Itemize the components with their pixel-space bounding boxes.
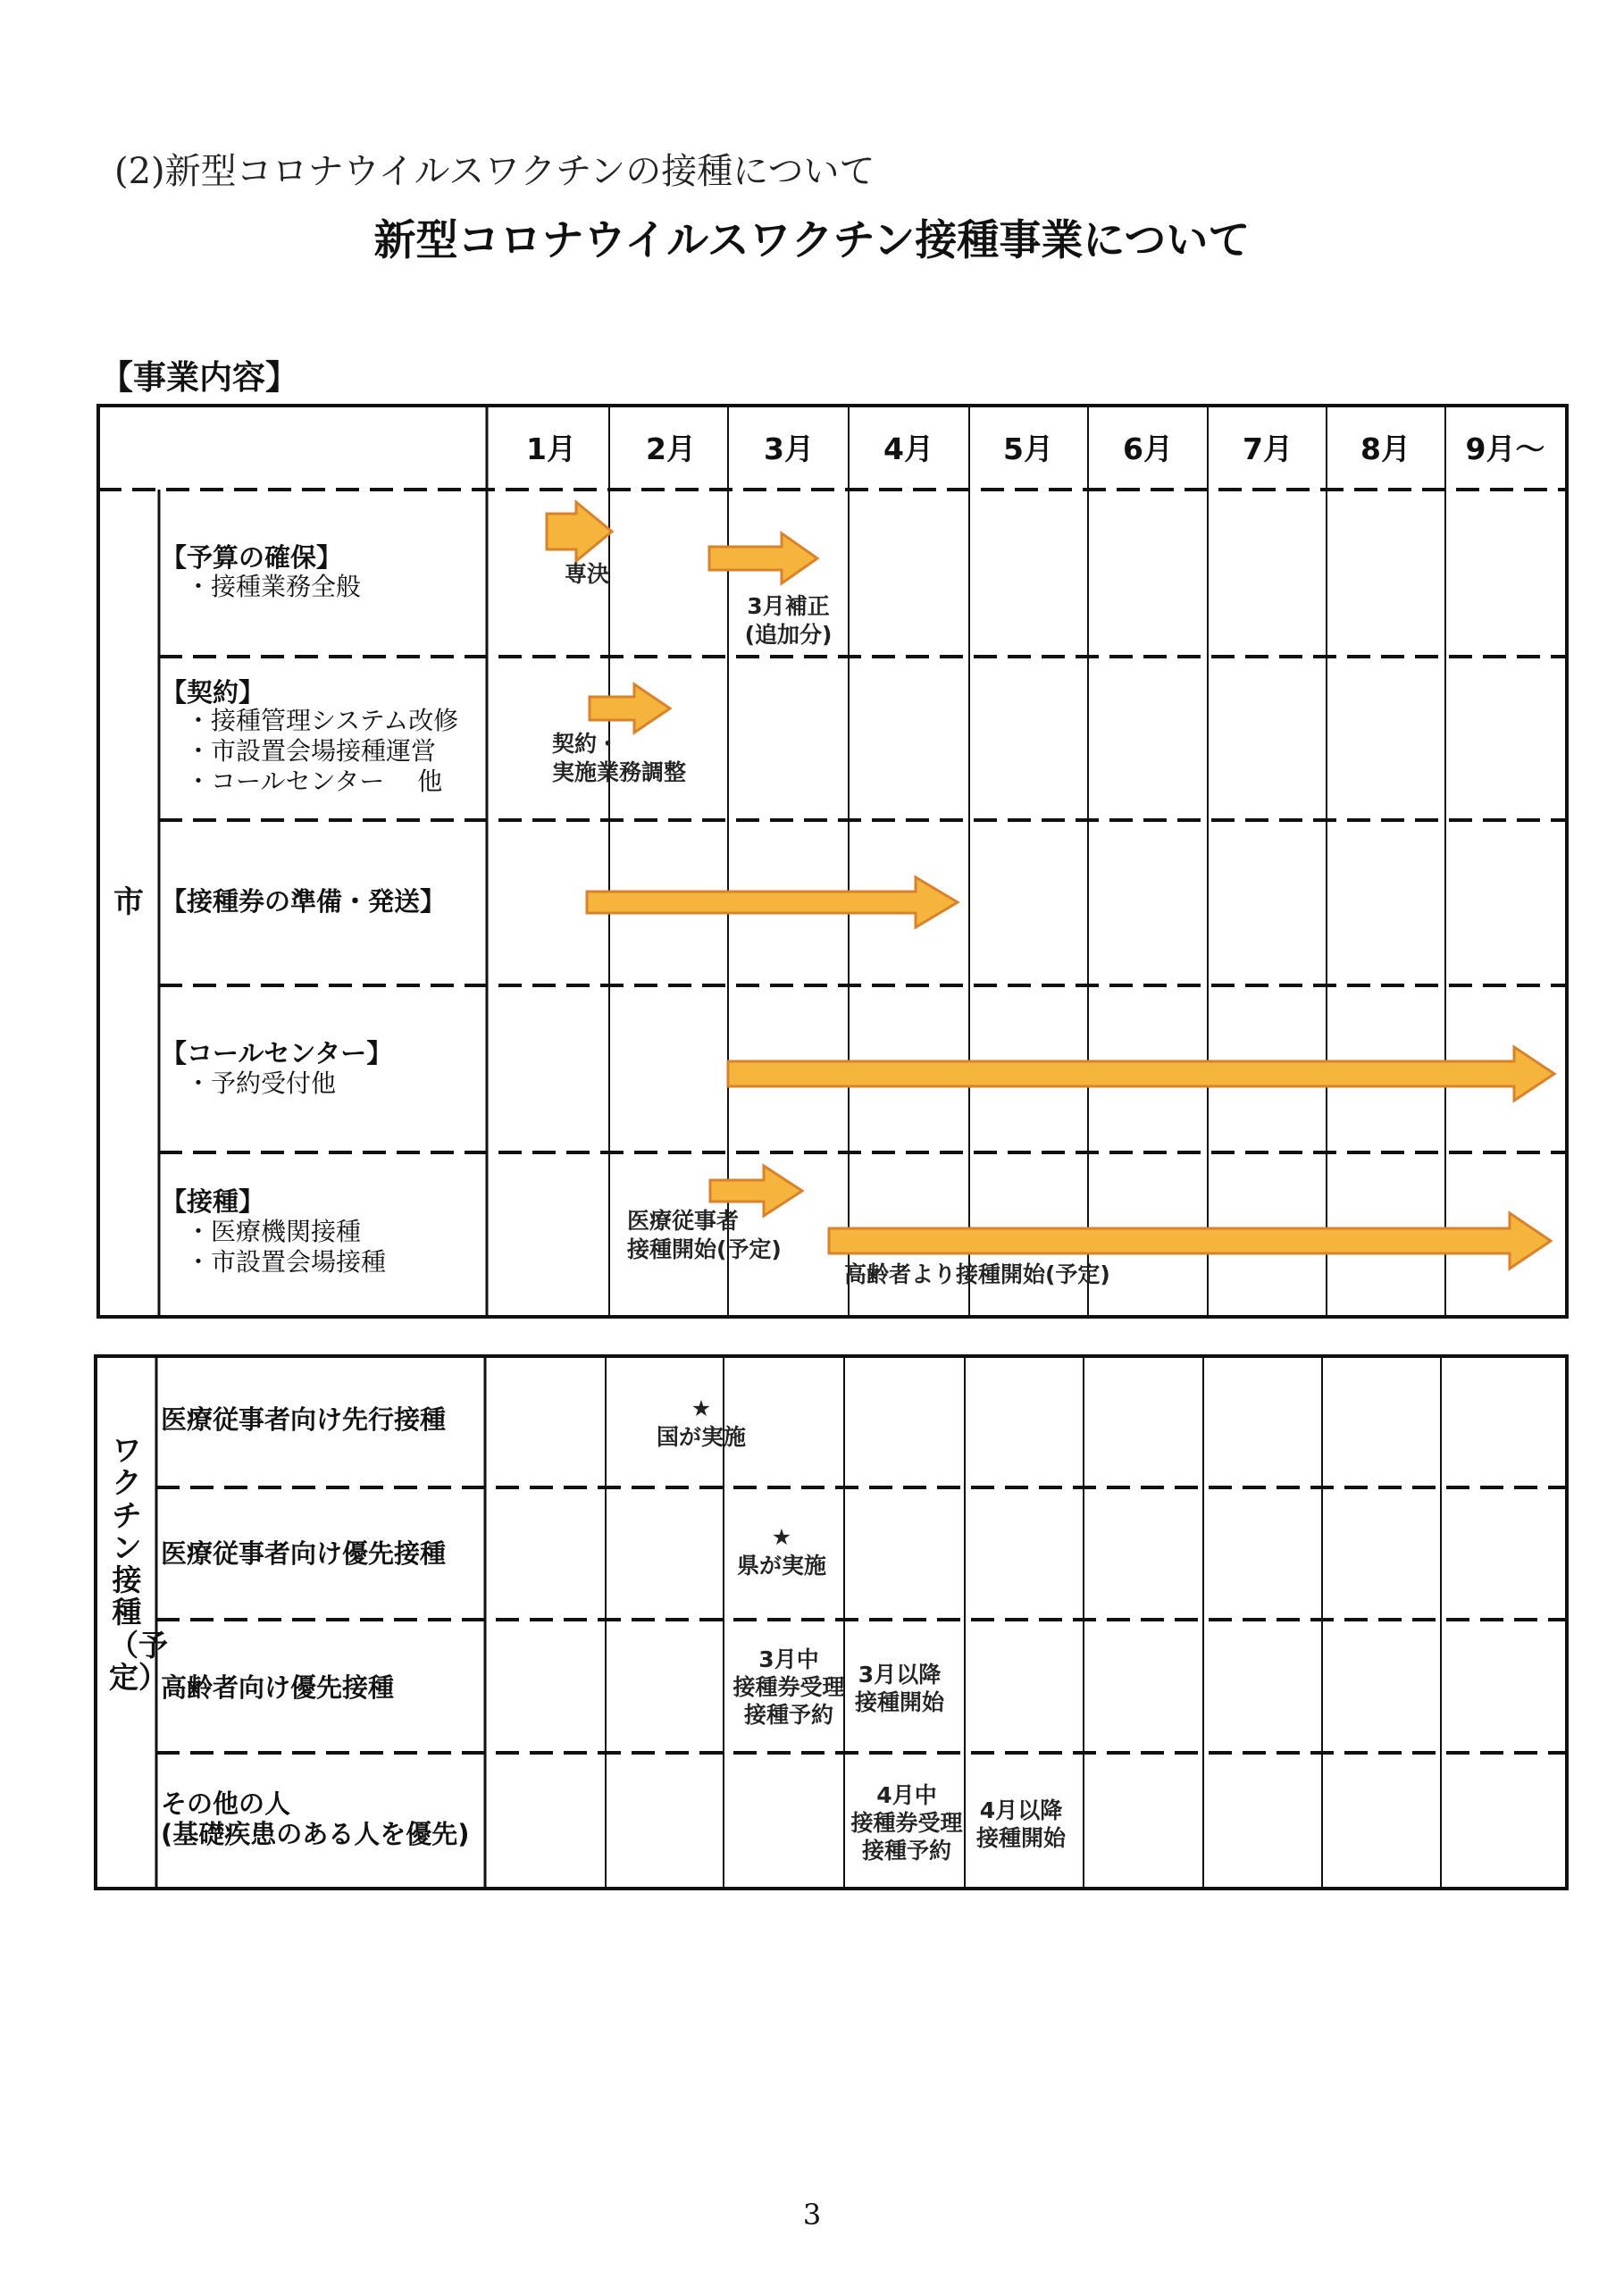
arrow-budget-senketsu [547, 502, 612, 561]
star-icon: ★ [771, 1524, 792, 1550]
month-header: 1月 [526, 431, 576, 466]
vaccine-row-label: 医療従事者向け先行接種 [161, 1404, 447, 1435]
note-start: 接種開始 [854, 1689, 944, 1715]
arrow-budget-march-supplement [709, 533, 817, 583]
arrow-contract [590, 684, 670, 733]
note-senketsu: 専決 [565, 561, 610, 587]
row-item: ・市設置会場接種運営 [186, 736, 437, 766]
city-side-label: 市 [113, 884, 144, 920]
row-category-budget: 【予算の確保】 [161, 542, 343, 573]
note-national: 国が実施 [656, 1424, 746, 1450]
month-header: 5月 [1003, 431, 1053, 466]
note-voucher-received: 接種券受理 [732, 1674, 845, 1700]
month-header: 2月 [646, 431, 696, 466]
note-contract: 契約・ [552, 731, 620, 757]
note-march-mid: 3月中 [758, 1646, 819, 1672]
note-voucher-received: 接種券受理 [850, 1810, 963, 1836]
note-additional: (追加分) [744, 622, 833, 648]
note-reservation: 接種予約 [861, 1838, 951, 1864]
note-medical-start: 接種開始(予定) [627, 1236, 782, 1262]
vaccine-table-border [96, 1356, 1567, 1889]
vaccine-side-label: ワクチン接種（予定） [109, 1433, 168, 1696]
row-item: ・コールセンター 他 [186, 767, 443, 796]
row-item: ・接種業務全般 [186, 572, 362, 601]
page-number: 3 [802, 2198, 822, 2232]
note-medical-worker: 医療従事者 [627, 1208, 740, 1234]
vaccine-row-label: 医療従事者向け優先接種 [161, 1538, 447, 1569]
vaccine-row-label: その他の人 [161, 1789, 291, 1819]
note-start: 接種開始 [975, 1825, 1066, 1851]
row-category-voucher: 【接種券の準備・発送】 [161, 886, 447, 917]
star-icon: ★ [691, 1395, 712, 1421]
note-after-april: 4月以降 [979, 1797, 1063, 1823]
month-header: 8月 [1360, 431, 1411, 466]
arrow-voucher-prep [587, 877, 958, 927]
month-header: 4月 [883, 431, 933, 466]
row-item: ・市設置会場接種 [186, 1247, 387, 1277]
month-header: 9月～ [1465, 431, 1545, 466]
row-item: ・予約受付他 [186, 1068, 337, 1098]
month-header: 3月 [764, 431, 814, 466]
note-april-mid: 4月中 [876, 1782, 937, 1808]
arrow-elderly-start [829, 1213, 1551, 1269]
note-prefecture: 県が実施 [736, 1553, 826, 1579]
note-march-supplement: 3月補正 [747, 593, 830, 619]
row-category-call-center: 【コールセンター】 [161, 1038, 393, 1068]
note-after-march: 3月以降 [858, 1662, 942, 1688]
row-item: ・接種管理システム改修 [186, 706, 459, 735]
note-business-coordination: 実施業務調整 [552, 759, 687, 785]
subheading: (2)新型コロナウイルスワクチンの接種について [114, 151, 875, 192]
section-label: 【事業内容】 [100, 358, 298, 397]
month-header: 6月 [1123, 431, 1173, 466]
note-reservation: 接種予約 [743, 1702, 833, 1728]
month-header: 7月 [1243, 431, 1293, 466]
vaccine-row-label: (基礎疾患のある人を優先) [161, 1819, 470, 1849]
row-category-vaccination: 【接種】 [161, 1186, 265, 1217]
page-title: 新型コロナウイルスワクチン接種事業について [373, 216, 1251, 265]
row-category-contract: 【契約】 [161, 677, 265, 708]
note-elderly-start: 高齢者より接種開始(予定) [844, 1261, 1110, 1287]
vaccine-row-label: 高齢者向け優先接種 [161, 1672, 395, 1703]
row-item: ・医療機関接種 [186, 1217, 362, 1246]
arrow-call-center [728, 1047, 1554, 1101]
